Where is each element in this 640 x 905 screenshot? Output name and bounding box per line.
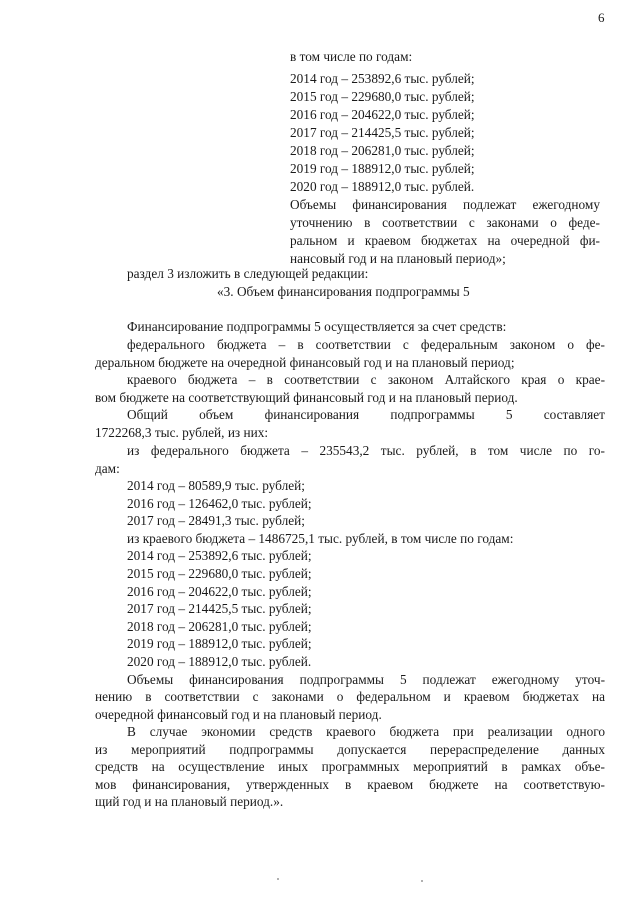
scan-speck <box>277 878 279 880</box>
scan-speck <box>421 880 423 882</box>
year-line: 2015 год – 229680,0 тыс. рублей; <box>290 89 475 104</box>
year-line: 2014 год – 80589,9 тыс. рублей; <box>127 478 305 493</box>
paragraph-line: средств на осуществление иных программных мероприятий в рамках объе- <box>95 759 605 774</box>
year-line: 2016 год – 126462,0 тыс. рублей; <box>127 496 312 511</box>
year-line: 2020 год – 188912,0 тыс. рублей. <box>290 179 475 194</box>
year-line: 2015 год – 229680,0 тыс. рублей; <box>127 566 312 581</box>
year-line: 2017 год – 214425,5 тыс. рублей; <box>127 601 312 616</box>
note-line: ральном и краевом бюджетах на очередной фи- <box>290 233 600 248</box>
year-line: 2018 год – 206281,0 тыс. рублей; <box>127 619 312 634</box>
year-line: 2019 год – 188912,0 тыс. рублей; <box>290 161 475 176</box>
paragraph-line: дам: <box>95 461 120 476</box>
paragraph-line: щий год и на плановый период.». <box>95 794 284 809</box>
paragraph-line: из мероприятий подпрограммы допускается перераспределение данных <box>95 742 605 757</box>
year-line: 2017 год – 28491,3 тыс. рублей; <box>127 513 305 528</box>
paragraph-line: деральном бюджете на очередной финансовый год и на плановый период; <box>95 355 515 370</box>
year-line: 2017 год – 214425,5 тыс. рублей; <box>290 125 475 140</box>
page-number: 6 <box>598 10 605 25</box>
note-line: Объемы финансирования подлежат ежегодному <box>290 197 600 212</box>
paragraph-line: очередной финансовый год и на плановый период. <box>95 707 382 722</box>
year-line: 2020 год – 188912,0 тыс. рублей. <box>127 654 312 669</box>
year-line: 2014 год – 253892,6 тыс. рублей; <box>127 548 312 563</box>
paragraph-line: В случае экономии средств краевого бюджета при реализации одного <box>127 724 605 739</box>
paragraph-line: из федерального бюджета – 235543,2 тыс. рублей, в том числе по го- <box>127 443 605 458</box>
paragraph-line: вом бюджете на соответствующий финансовый год и на плановый период. <box>95 390 518 405</box>
paragraph-line: краевого бюджета – в соответствии с законом Алтайского края о крае- <box>127 372 605 387</box>
paragraph: из краевого бюджета – 1486725,1 тыс. рублей, в том числе по годам: <box>127 531 514 546</box>
section-instruction: раздел 3 изложить в следующей редакции: <box>127 266 369 281</box>
paragraph-line: 1722268,3 тыс. рублей, из них: <box>95 425 269 440</box>
paragraph-line: Объемы финансирования подпрограммы 5 подлежат ежегодному уточ- <box>127 672 605 687</box>
year-line: 2018 год – 206281,0 тыс. рублей; <box>290 143 475 158</box>
paragraph-line: мов финансирования, утвержденных в краевом бюджете на соответствую- <box>95 777 605 792</box>
paragraph-line: федерального бюджета – в соответствии с федеральным законом о фе- <box>127 337 605 352</box>
year-line: 2016 год – 204622,0 тыс. рублей; <box>127 584 312 599</box>
years-intro: в том числе по годам: <box>290 49 413 64</box>
paragraph: Финансирование подпрограммы 5 осуществляется за счет средств: <box>127 319 507 334</box>
year-line: 2016 год – 204622,0 тыс. рублей; <box>290 107 475 122</box>
year-line: 2014 год – 253892,6 тыс. рублей; <box>290 71 475 86</box>
section-title: «3. Объем финансирования подпрограммы 5 <box>217 284 470 299</box>
note-line: уточнению в соответствии с законами о феде- <box>290 215 600 230</box>
year-line: 2019 год – 188912,0 тыс. рублей; <box>127 636 312 651</box>
paragraph-line: нению в соответствии с законами о федеральном и краевом бюджетах на <box>95 689 605 704</box>
paragraph-line: Общий объем финансирования подпрограммы 5 составляет <box>127 407 605 422</box>
note-line: нансовый год и на плановый период»; <box>290 251 506 266</box>
